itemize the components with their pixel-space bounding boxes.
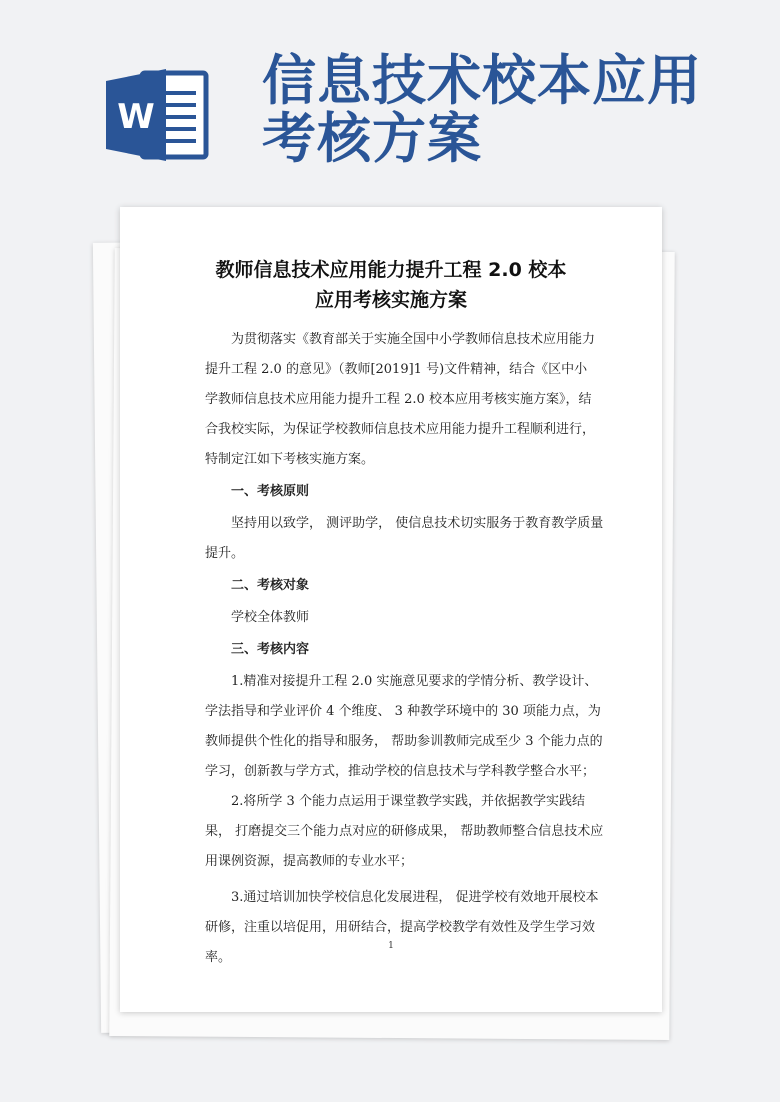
document-title: [120, 255, 662, 315]
document-title-line2: 应用考核实施方案: [314, 289, 467, 311]
item1-line: 教师提供个性化的指导和服务， 帮助参训教师完成至少 3 个能力点的: [205, 734, 603, 749]
item1-line: 学习，创新教与学方式，推动学校的信息技术与学科教学整合水平；: [205, 764, 596, 779]
item3-line: 研修，注重以培促用，用研结合，提高学校教学有效性及学生学习效: [205, 920, 596, 935]
intro-line: 合我校实际，为保证学校教师信息技术应用能力提升工程顺利进行，: [205, 422, 596, 437]
section2-heading: 二、考核对象: [231, 578, 310, 593]
banner: [0, 0, 780, 200]
word-document-icon: [106, 67, 210, 163]
section1-line: 提升。: [205, 546, 245, 561]
intro-line: 特制定江如下考核实施方案。: [205, 452, 375, 467]
document-title-line1: 教师信息技术应用能力提升工程 2.0 校本: [215, 259, 567, 281]
section1-line: 坚持用以致学， 测评助学， 使信息技术切实服务于教育教学质量: [231, 516, 604, 531]
document-body: [205, 325, 625, 973]
intro-paragraph: [205, 325, 625, 475]
item1-line: 学法指导和学业评价 4 个维度、 3 种教学环境中的 30 项能力点，为: [205, 704, 601, 719]
intro-line: 学教师信息技术应用能力提升工程 2.0 校本应用考核实施方案》，结: [205, 392, 592, 407]
item1-line: 1.精准对接提升工程 2.0 实施意见要求的学情分析、教学设计、: [231, 674, 598, 689]
page-number: 1: [388, 941, 394, 951]
banner-title: [262, 49, 762, 170]
banner-title-line1: 信息技术校本应用: [262, 49, 702, 112]
section2-text: 学校全体教师: [231, 610, 310, 625]
item3-line: 3.通过培训加快学校信息化发展进程， 促进学校有效地开展校本: [231, 890, 599, 905]
item3-line: 率。: [205, 950, 232, 965]
item2-line: 2.将所学 3 个能力点运用于课堂教学实践，并依据教学实践结: [231, 794, 585, 809]
item2-line: 用课例资源，提高教师的专业水平；: [205, 854, 414, 869]
intro-line: 提升工程 2.0 的意见》（教师[2019]1 号)文件精神，结合《区中小: [205, 362, 588, 377]
intro-line: 为贯彻落实《教育部关于实施全国中小学教师信息技术应用能力: [231, 332, 596, 347]
svg-text:W: W: [117, 97, 155, 137]
banner-title-line2: 考核方案: [262, 107, 482, 170]
section1-heading: 一、考核原则: [231, 484, 310, 499]
section3-heading: 三、考核内容: [231, 642, 310, 657]
document-page: [120, 207, 662, 1012]
item2-line: 果， 打磨提交三个能力点对应的研修成果， 帮助教师整合信息技术应: [205, 824, 604, 839]
